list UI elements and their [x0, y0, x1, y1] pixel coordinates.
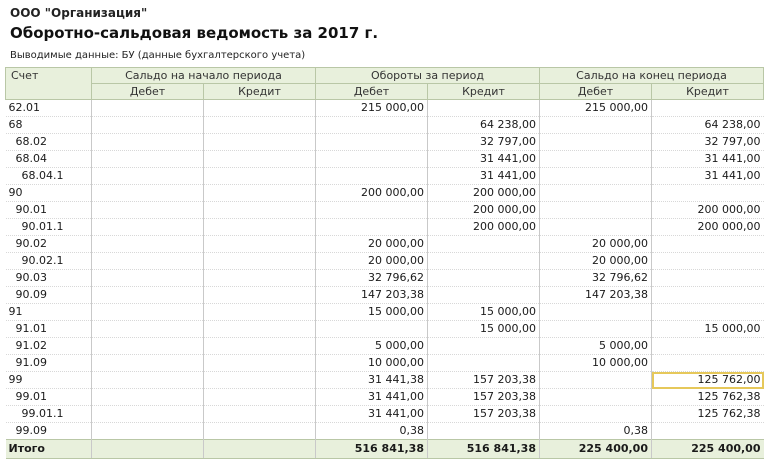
closing-debit-cell[interactable]	[540, 134, 652, 151]
account-cell[interactable]: 68	[6, 117, 92, 134]
turnover-credit-cell[interactable]	[428, 355, 540, 372]
account-cell[interactable]: 90.02.1	[6, 253, 92, 270]
column-header-opening-credit[interactable]: Кредит	[204, 84, 316, 100]
report-title: Оборотно-сальдовая ведомость за 2017 г.	[10, 24, 379, 42]
turnover-debit-cell[interactable]	[316, 168, 428, 185]
table-row[interactable]	[6, 100, 764, 117]
turnover-debit-cell[interactable]: 31 441,38	[316, 372, 428, 389]
turnover-debit-cell[interactable]: 0,38	[316, 423, 428, 440]
closing-credit-cell[interactable]: 125 762,38	[652, 389, 764, 406]
closing-debit-cell[interactable]	[540, 389, 652, 406]
opening-credit-cell[interactable]	[204, 372, 316, 389]
turnover-credit-cell[interactable]: 32 797,00	[428, 134, 540, 151]
turnover-debit-cell[interactable]: 10 000,00	[316, 355, 428, 372]
closing-credit-cell[interactable]	[652, 304, 764, 321]
closing-debit-cell[interactable]: 20 000,00	[540, 253, 652, 270]
opening-credit-cell[interactable]	[204, 100, 316, 117]
turnover-debit-cell[interactable]	[316, 321, 428, 338]
shown-data-label: Выводимые данные: БУ (данные бухгалтерского учета)	[10, 50, 306, 61]
opening-debit-cell[interactable]	[92, 134, 204, 151]
closing-credit-cell[interactable]	[652, 355, 764, 372]
opening-credit-cell[interactable]	[204, 389, 316, 406]
total-turnover-debit[interactable]: 516 841,38	[316, 440, 428, 459]
column-header-opening-debit[interactable]: Дебет	[92, 84, 204, 100]
turnover-debit-cell[interactable]: 147 203,38	[316, 287, 428, 304]
closing-credit-cell[interactable]	[652, 423, 764, 440]
opening-credit-cell[interactable]	[204, 406, 316, 423]
turnover-debit-cell[interactable]: 32 796,62	[316, 270, 428, 287]
turnover-debit-cell[interactable]	[316, 151, 428, 168]
opening-debit-cell[interactable]	[92, 185, 204, 202]
account-cell[interactable]: 90.09	[6, 287, 92, 304]
total-opening-credit[interactable]	[204, 440, 316, 459]
opening-debit-cell[interactable]	[92, 304, 204, 321]
opening-debit-cell[interactable]	[92, 100, 204, 117]
account-cell[interactable]: 99.01.1	[6, 406, 92, 423]
column-header-closing-balance[interactable]: Сальдо на конец периода	[540, 68, 764, 84]
turnover-debit-cell[interactable]: 215 000,00	[316, 100, 428, 117]
turnover-credit-cell[interactable]: 200 000,00	[428, 202, 540, 219]
opening-credit-cell[interactable]	[204, 219, 316, 236]
table-row[interactable]	[6, 287, 764, 304]
closing-credit-cell[interactable]: 15 000,00	[652, 321, 764, 338]
turnover-balance-sheet	[5, 67, 764, 459]
account-cell[interactable]: 99.01	[6, 389, 92, 406]
opening-credit-cell[interactable]	[204, 423, 316, 440]
opening-credit-cell[interactable]	[204, 355, 316, 372]
turnover-credit-cell[interactable]: 157 203,38	[428, 406, 540, 423]
opening-debit-cell[interactable]	[92, 355, 204, 372]
opening-debit-cell[interactable]	[92, 423, 204, 440]
closing-credit-cell[interactable]	[652, 270, 764, 287]
closing-credit-cell[interactable]: 64 238,00	[652, 117, 764, 134]
closing-debit-cell[interactable]: 20 000,00	[540, 236, 652, 253]
table-row[interactable]	[6, 423, 764, 440]
opening-credit-cell[interactable]	[204, 253, 316, 270]
opening-debit-cell[interactable]	[92, 287, 204, 304]
opening-credit-cell[interactable]	[204, 185, 316, 202]
account-cell[interactable]: 90.01.1	[6, 219, 92, 236]
total-turnover-credit[interactable]: 516 841,38	[428, 440, 540, 459]
account-cell[interactable]: 99	[6, 372, 92, 389]
closing-debit-cell[interactable]	[540, 185, 652, 202]
column-header-account[interactable]: Счет	[6, 68, 92, 100]
table-row[interactable]	[6, 389, 764, 406]
total-closing-debit[interactable]: 225 400,00	[540, 440, 652, 459]
closing-debit-cell[interactable]	[540, 168, 652, 185]
total-opening-debit[interactable]	[92, 440, 204, 459]
table-row[interactable]	[6, 321, 764, 338]
closing-credit-cell[interactable]: 32 797,00	[652, 134, 764, 151]
opening-debit-cell[interactable]	[92, 338, 204, 355]
table-row[interactable]	[6, 270, 764, 287]
table-row[interactable]	[6, 219, 764, 236]
account-cell[interactable]: 99.09	[6, 423, 92, 440]
closing-debit-cell[interactable]	[540, 372, 652, 389]
account-cell[interactable]: 90	[6, 185, 92, 202]
total-row[interactable]	[6, 440, 764, 459]
turnover-credit-cell[interactable]: 157 203,38	[428, 389, 540, 406]
turnover-debit-cell[interactable]: 31 441,00	[316, 389, 428, 406]
account-cell[interactable]: 90.02	[6, 236, 92, 253]
closing-debit-cell[interactable]	[540, 304, 652, 321]
column-header-opening-balance[interactable]: Сальдо на начало периода	[92, 68, 316, 84]
opening-credit-cell[interactable]	[204, 270, 316, 287]
table-row[interactable]	[6, 372, 764, 389]
account-cell[interactable]: 91	[6, 304, 92, 321]
closing-debit-cell[interactable]	[540, 406, 652, 423]
closing-credit-cell[interactable]: 200 000,00	[652, 219, 764, 236]
column-header-turnover[interactable]: Обороты за период	[316, 68, 540, 84]
turnover-debit-cell[interactable]: 5 000,00	[316, 338, 428, 355]
opening-credit-cell[interactable]	[204, 236, 316, 253]
turnover-credit-cell[interactable]	[428, 338, 540, 355]
turnover-credit-cell[interactable]: 15 000,00	[428, 321, 540, 338]
closing-credit-cell[interactable]: 31 441,00	[652, 151, 764, 168]
organization-name: ООО "Организация"	[10, 6, 148, 20]
turnover-credit-cell[interactable]: 157 203,38	[428, 372, 540, 389]
table-row[interactable]	[6, 338, 764, 355]
opening-credit-cell[interactable]	[204, 202, 316, 219]
turnover-credit-cell[interactable]: 64 238,00	[428, 117, 540, 134]
closing-debit-cell[interactable]	[540, 219, 652, 236]
turnover-debit-cell[interactable]	[316, 134, 428, 151]
turnover-debit-cell[interactable]: 20 000,00	[316, 253, 428, 270]
opening-debit-cell[interactable]	[92, 117, 204, 134]
table-row[interactable]	[6, 304, 764, 321]
table-row[interactable]	[6, 151, 764, 168]
opening-debit-cell[interactable]	[92, 151, 204, 168]
turnover-debit-cell[interactable]: 15 000,00	[316, 304, 428, 321]
closing-debit-cell[interactable]	[540, 321, 652, 338]
account-cell[interactable]: 68.04	[6, 151, 92, 168]
opening-debit-cell[interactable]	[92, 202, 204, 219]
opening-debit-cell[interactable]	[92, 270, 204, 287]
turnover-credit-cell[interactable]: 31 441,00	[428, 151, 540, 168]
column-header-turnover-credit[interactable]: Кредит	[428, 84, 540, 100]
account-cell[interactable]: 91.02	[6, 338, 92, 355]
turnover-credit-cell[interactable]	[428, 423, 540, 440]
account-cell[interactable]: 91.09	[6, 355, 92, 372]
opening-credit-cell[interactable]	[204, 338, 316, 355]
table-row[interactable]	[6, 117, 764, 134]
closing-credit-cell[interactable]: 200 000,00	[652, 202, 764, 219]
opening-debit-cell[interactable]	[92, 389, 204, 406]
opening-debit-cell[interactable]	[92, 168, 204, 185]
closing-debit-cell[interactable]: 10 000,00	[540, 355, 652, 372]
closing-credit-cell[interactable]	[652, 253, 764, 270]
closing-debit-cell[interactable]: 215 000,00	[540, 100, 652, 117]
opening-debit-cell[interactable]	[92, 219, 204, 236]
closing-debit-cell[interactable]	[540, 202, 652, 219]
opening-credit-cell[interactable]	[204, 117, 316, 134]
opening-credit-cell[interactable]	[204, 134, 316, 151]
opening-debit-cell[interactable]	[92, 236, 204, 253]
opening-debit-cell[interactable]	[92, 253, 204, 270]
closing-credit-cell[interactable]	[652, 185, 764, 202]
opening-debit-cell[interactable]	[92, 372, 204, 389]
table-row[interactable]	[6, 236, 764, 253]
table-row[interactable]	[6, 202, 764, 219]
closing-debit-cell[interactable]	[540, 117, 652, 134]
table-row[interactable]	[6, 134, 764, 151]
column-header-closing-credit[interactable]: Кредит	[652, 84, 764, 100]
turnover-credit-cell[interactable]	[428, 253, 540, 270]
turnover-debit-cell[interactable]: 31 441,00	[316, 406, 428, 423]
turnover-debit-cell[interactable]: 200 000,00	[316, 185, 428, 202]
turnover-credit-cell[interactable]: 200 000,00	[428, 185, 540, 202]
total-label: Итого	[6, 440, 92, 459]
turnover-credit-cell[interactable]: 31 441,00	[428, 168, 540, 185]
account-cell[interactable]: 91.01	[6, 321, 92, 338]
turnover-debit-cell[interactable]	[316, 219, 428, 236]
closing-credit-cell[interactable]	[652, 287, 764, 304]
account-cell[interactable]: 62.01	[6, 100, 92, 117]
table-row[interactable]	[6, 355, 764, 372]
total-closing-credit[interactable]: 225 400,00	[652, 440, 764, 459]
column-header-closing-debit[interactable]: Дебет	[540, 84, 652, 100]
account-cell[interactable]: 68.02	[6, 134, 92, 151]
opening-credit-cell[interactable]	[204, 287, 316, 304]
turnover-credit-cell[interactable]: 200 000,00	[428, 219, 540, 236]
turnover-debit-cell[interactable]	[316, 202, 428, 219]
closing-debit-cell[interactable]: 0,38	[540, 423, 652, 440]
turnover-credit-cell[interactable]	[428, 236, 540, 253]
opening-debit-cell[interactable]	[92, 406, 204, 423]
column-header-turnover-debit[interactable]: Дебет	[316, 84, 428, 100]
table-row[interactable]	[6, 168, 764, 185]
closing-debit-cell[interactable]	[540, 151, 652, 168]
closing-credit-cell[interactable]	[652, 236, 764, 253]
closing-credit-cell[interactable]	[652, 100, 764, 117]
closing-debit-cell[interactable]: 32 796,62	[540, 270, 652, 287]
table-row[interactable]	[6, 185, 764, 202]
account-cell[interactable]: 90.01	[6, 202, 92, 219]
closing-debit-cell[interactable]: 5 000,00	[540, 338, 652, 355]
closing-credit-cell[interactable]: 125 762,38	[652, 406, 764, 423]
turnover-credit-cell[interactable]	[428, 270, 540, 287]
turnover-debit-cell[interactable]	[316, 117, 428, 134]
opening-credit-cell[interactable]	[204, 304, 316, 321]
table-row[interactable]	[6, 253, 764, 270]
account-cell[interactable]: 90.03	[6, 270, 92, 287]
table-row[interactable]	[6, 406, 764, 423]
opening-credit-cell[interactable]	[204, 321, 316, 338]
closing-credit-cell[interactable]	[652, 338, 764, 355]
opening-debit-cell[interactable]	[92, 321, 204, 338]
opening-credit-cell[interactable]	[204, 151, 316, 168]
turnover-debit-cell[interactable]: 20 000,00	[316, 236, 428, 253]
turnover-credit-cell[interactable]: 15 000,00	[428, 304, 540, 321]
turnover-credit-cell[interactable]	[428, 100, 540, 117]
closing-credit-cell[interactable]: 31 441,00	[652, 168, 764, 185]
closing-credit-cell[interactable]: 125 762,00	[652, 372, 764, 389]
account-cell[interactable]: 68.04.1	[6, 168, 92, 185]
turnover-credit-cell[interactable]	[428, 287, 540, 304]
closing-debit-cell[interactable]: 147 203,38	[540, 287, 652, 304]
opening-credit-cell[interactable]	[204, 168, 316, 185]
